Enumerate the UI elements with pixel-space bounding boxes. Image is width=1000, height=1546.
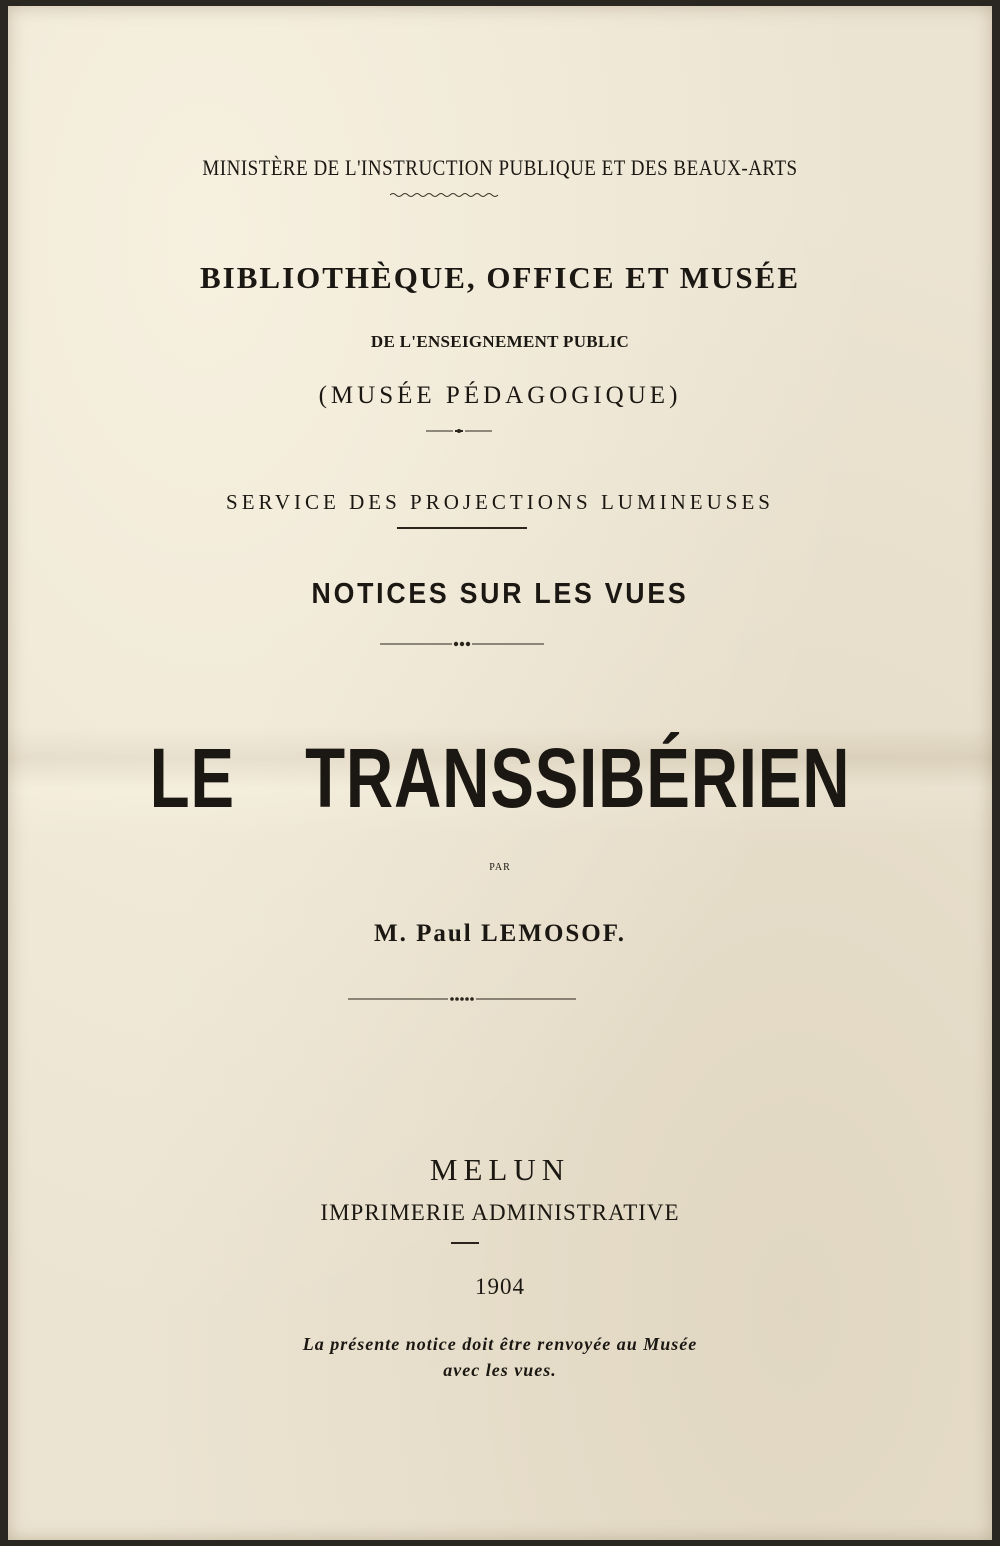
publisher-city: MELUN — [429, 1152, 571, 1187]
document-page — [8, 6, 992, 1540]
divider-ornament — [348, 995, 576, 1003]
publication-year: 1904 — [475, 1274, 525, 1299]
ministry-heading: MINISTÈRE DE L'INSTRUCTION PUBLIQUE ET DES BEAUX-ARTS — [202, 156, 798, 181]
title-article: LE — [149, 731, 235, 825]
series-heading: NOTICES SUR LES VUES — [311, 578, 689, 610]
return-notice-line-1: La présente notice doit être renvoyée au Musée — [302, 1334, 698, 1354]
divider-rule — [451, 1242, 479, 1244]
divider-ornament — [426, 427, 492, 435]
museum-name: (MUSÉE PÉDAGOGIQUE) — [318, 382, 682, 409]
institution-subtitle: DE L'ENSEIGNEMENT PUBLIC — [370, 332, 630, 351]
service-heading: SERVICE DES PROJECTIONS LUMINEUSES — [226, 490, 774, 514]
institution-title: BIBLIOTHÈQUE, OFFICE ET MUSÉE — [199, 260, 801, 295]
return-notice-line-2: avec les vues. — [443, 1360, 557, 1380]
by-label: PAR — [489, 862, 511, 873]
printer-name: IMPRIMERIE ADMINISTRATIVE — [320, 1200, 680, 1225]
divider-rule — [397, 527, 527, 529]
wavy-ornament — [390, 192, 500, 198]
document-title — [116, 730, 884, 827]
divider-ornament — [380, 640, 544, 648]
author-name: M. Paul LEMOSOF. — [374, 920, 626, 947]
title-main: TRANSSIBÉRIEN — [305, 731, 851, 825]
